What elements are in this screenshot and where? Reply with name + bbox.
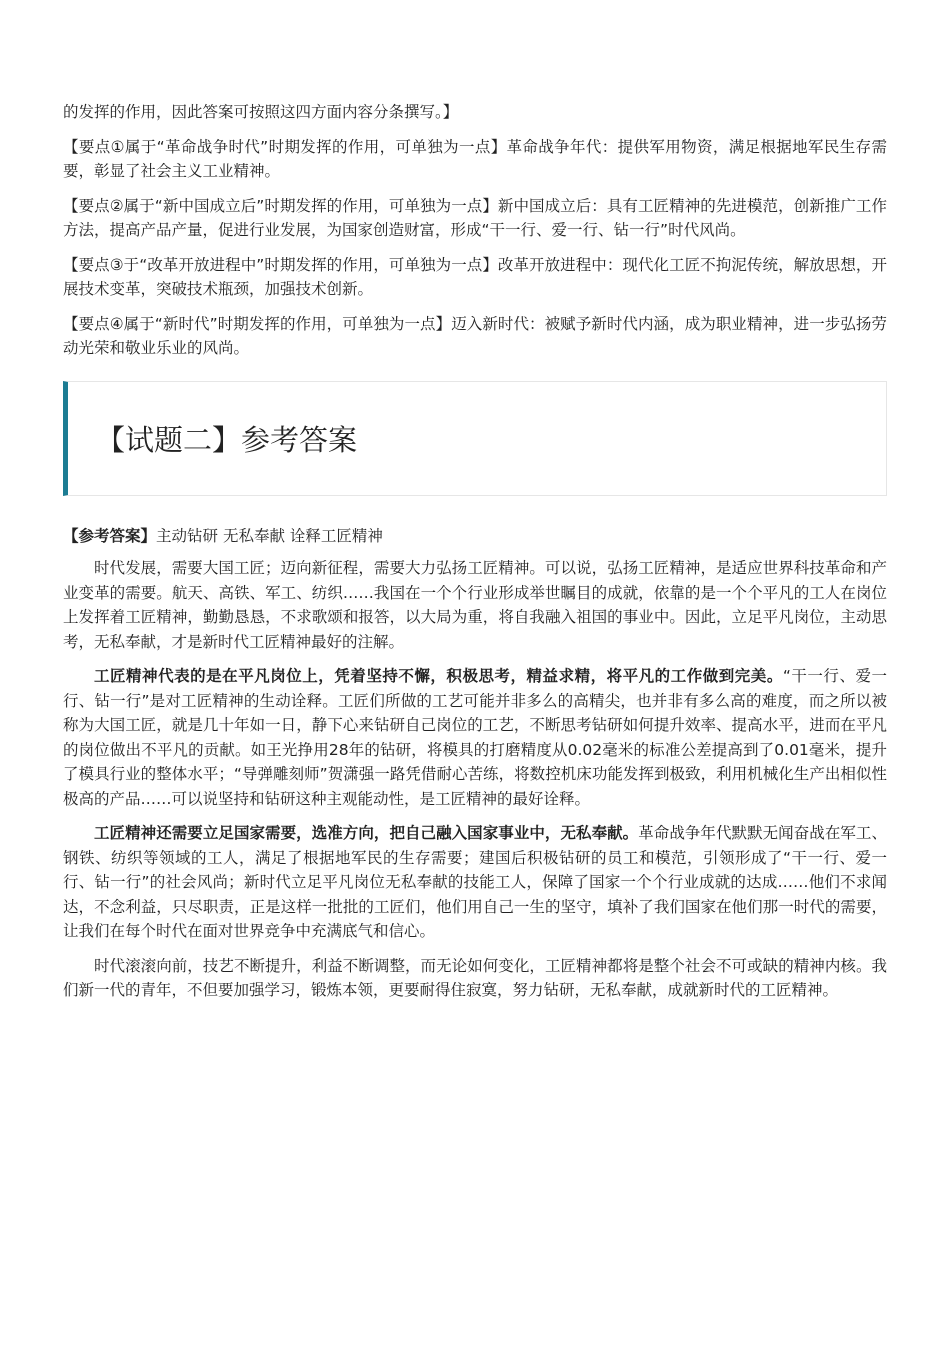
body-paragraph-2-bold: 工匠精神代表的是在平凡岗位上，凭着坚持不懈，积极思考，精益求精，将平凡的工作做到完美。: [94, 667, 783, 685]
body-paragraph-4-text: 时代滚滚向前，技艺不断提升，利益不断调整，而无论如何变化，工匠精神都将是整个社会不可或缺的精神内核。我们新一代的青年，不但要加强学习，锻炼本领，更要耐得住寂寞，努力钻研，无私奉献，成就新时代的工匠精神。: [63, 956, 887, 999]
body-paragraph-2-text: “干一行、爱一行、钻一行”是对工匠精神的生动诠释。工匠们所做的工艺可能并非多么的高精尖，也并非有多么高的难度，而之所以被称为大国工匠，就是几十年如一日，静下心来钻研自己岗位的工艺，不断思考钻研如何提升效率、提高水平，进而在平凡的岗位做出不平凡的贡献。如王光挣用28年的钻研，将模具的打磨精度从0.02毫米的标准公差提高到了0.01毫米，提升了模具行业的整体水平；“导弹雕刻师”贺潇强一路凭借耐心苦练，将数控机床功能发挥到极致，利用机械化生产出相似性极高的产品……可以说坚持和钻研这种主观能动性，是工匠精神的最好诠释。: [63, 667, 887, 808]
body-paragraph-3-text: 革命战争年代默默无闻奋战在军工、钢铁、纺织等领域的工人，满足了根据地军民的生存需要；建国后积极钻研的员工和模范，引领形成了“干一行、爱一行、钻一行”的社会风尚；新时代立足平凡岗位无私奉献的技能工人，保障了国家一个个行业成就的达成……他们不求闻达，不念利益，只尽职责，正是这样一批批的工匠们，他们用自己一生的坚守，填补了我们国家在他们那一时代的需要，让我们在每个时代在面对世界竞争中充满底气和信心。: [63, 824, 887, 940]
answer-label: 【参考答案】: [63, 526, 157, 545]
document-page: [63, 100, 887, 1013]
intro-tail-text: 的发挥的作用，因此答案可按照这四方面内容分条撰写。】: [63, 103, 459, 121]
body-paragraph-2: [63, 664, 887, 811]
body-paragraph-1-text: 时代发展，需要大国工匠；迈向新征程，需要大力弘扬工匠精神。可以说，弘扬工匠精神，是适应世界科技革命和产业变革的需要。航天、高铁、军工、纺织……我国在一个个行业形成举世瞩目的成就，依靠的是一个个平凡的工人在岗位上发挥着工匠精神，勤勤恳恳，不求歌颂和报答，以大局为重，将自我融入祖国的事业中。因此，立足平凡岗位，主动思考，无私奉献，才是新时代工匠精神最好的注解。: [63, 559, 887, 651]
answer-heading: [63, 524, 887, 549]
body-paragraph-3-bold: 工匠精神还需要立足国家需要，选准方向，把自己融入国家事业中，无私奉献。: [94, 824, 639, 842]
point-2-text: 【要点②属于“新中国成立后”时期发挥的作用，可单独为一点】新中国成立后：具有工匠精神的先进模范，创新推广工作方法，提高产品产量，促进行业发展，为国家创造财富，形成“干一行、爱一行、钻一行”时代风尚。: [63, 196, 887, 239]
body-paragraph-3: [63, 821, 887, 944]
body-paragraph-1: [63, 556, 887, 654]
point-1-text: 【要点①属于“革命战争时代”时期发挥的作用，可单独为一点】革命战争年代：提供军用物资，满足根据地军民生存需要，彰显了社会主义工业精神。: [63, 137, 887, 180]
point-3-text: 【要点③于“改革开放进程中”时期发挥的作用，可单独为一点】改革开放进程中：现代化工匠不拘泥传统，解放思想，开展技术变革，突破技术瓶颈，加强技术创新。: [63, 255, 887, 298]
body-paragraph-4: [63, 954, 887, 1003]
answer-title: 主动钻研 无私奉献 诠释工匠精神: [156, 526, 383, 545]
section-heading-box: [63, 381, 887, 496]
section-title: 【试题二】参考答案: [96, 422, 358, 457]
point-4-text: 【要点④属于“新时代”时期发挥的作用，可单独为一点】迈入新时代：被赋予新时代内涵，成为职业精神，进一步弘扬劳动光荣和敬业乐业的风尚。: [63, 314, 887, 357]
